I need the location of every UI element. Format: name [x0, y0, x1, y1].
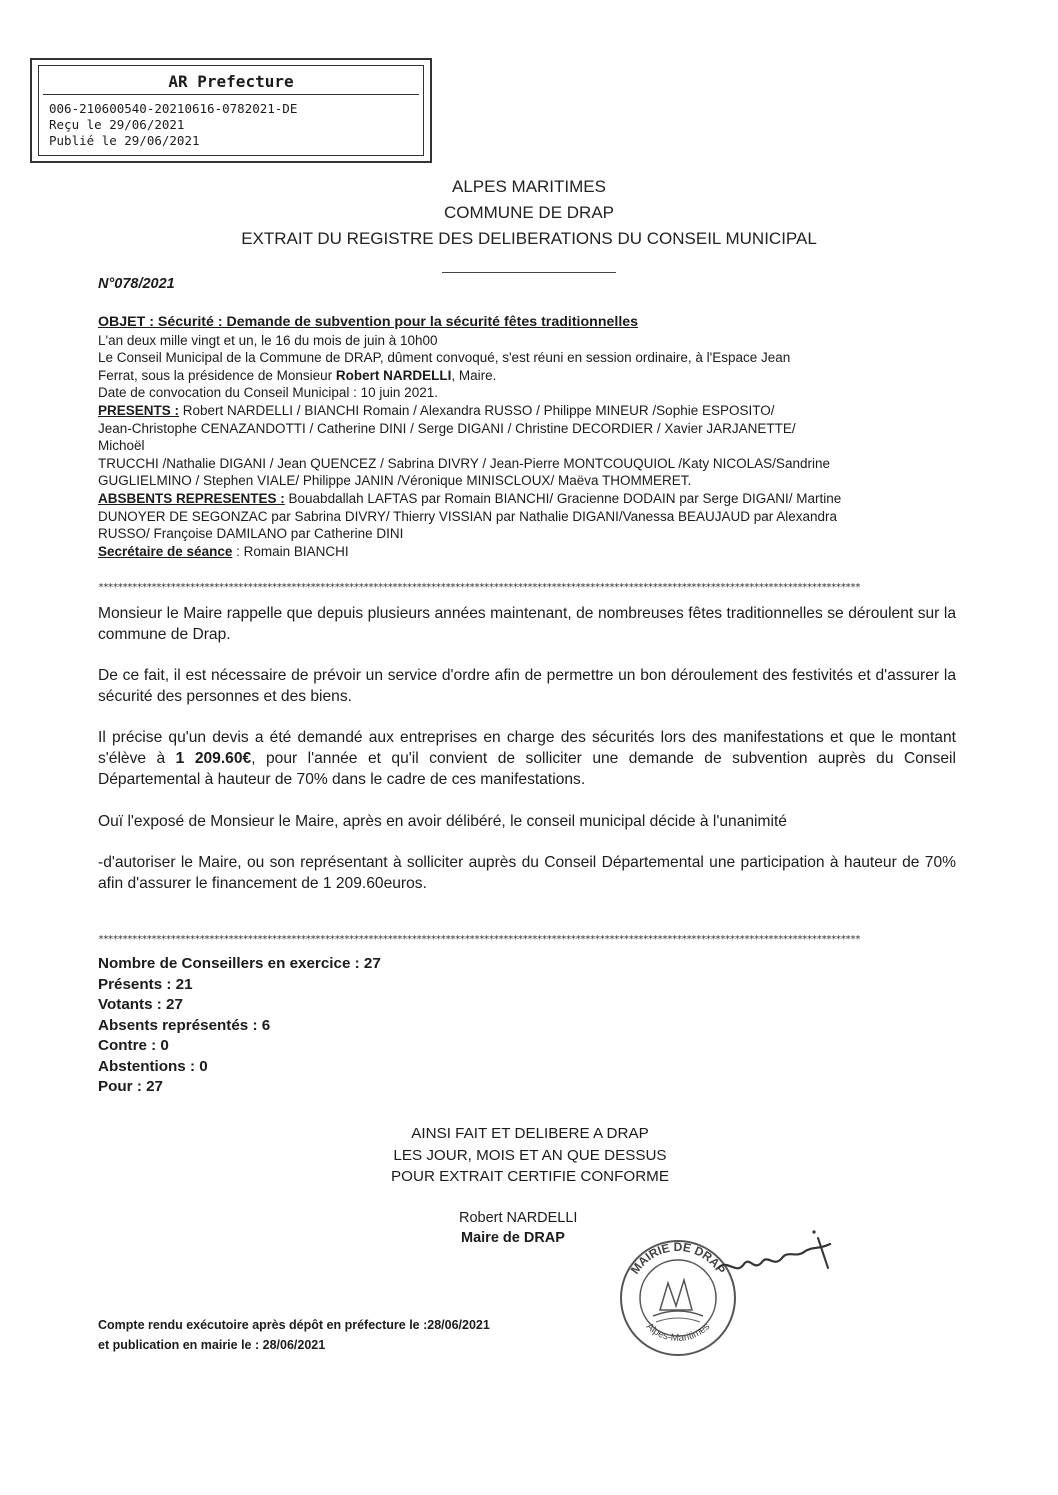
closing-line-2: LES JOUR, MOIS ET AN QUE DESSUS	[393, 1146, 667, 1164]
seal-bottom-text: Alpes-Maritimes	[643, 1321, 713, 1345]
session-text: Ferrat, sous la présidence de Monsieur	[98, 367, 336, 383]
object-line	[98, 314, 958, 332]
secretary-line	[98, 543, 958, 561]
presents-names-1: Robert NARDELLI / BIANCHI Romain / Alexandra RUSSO / Philippe MINEUR /Sophie ESPOSITO/	[179, 402, 775, 418]
closing-statement	[340, 1123, 720, 1188]
object-label: OBJET :	[98, 314, 154, 330]
absents-label: ABSBENTS REPRESENTES :	[98, 490, 285, 506]
voters-count: Votants : 27	[98, 996, 183, 1013]
stamp-published: Publié le 29/06/2021	[49, 133, 200, 148]
session-line-2	[98, 367, 958, 385]
paragraph-quote	[98, 727, 956, 790]
footer-publication: et publication en mairie le : 28/06/2021	[98, 1338, 326, 1352]
deliberation-details	[98, 314, 958, 560]
date-line: L'an deux mille vingt et un, le 16 du mois de juin à 10h00	[98, 332, 438, 348]
against-count: Contre : 0	[98, 1037, 169, 1054]
quote-text: Il précise qu'un devis a été demandé aux entreprises en charge des sécurités lors des manifestations et que le montant s'élève à	[98, 729, 956, 767]
stamp-frame	[38, 65, 424, 156]
councillors-in-office: Nombre de Conseillers en exercice : 27	[98, 955, 381, 972]
footer-note	[98, 1315, 490, 1355]
presents-names-3: Michoël	[98, 438, 145, 454]
mairie-seal-and-signature	[618, 1228, 838, 1358]
paragraph-intro: Monsieur le Maire rappelle que depuis plusieurs années maintenant, de nombreuses fêtes traditionnelles se déroulent sur la commune de Drap.	[98, 605, 956, 643]
absents-line	[98, 490, 958, 508]
header-divider	[442, 272, 616, 273]
vote-summary	[98, 954, 598, 1098]
signer-title: Maire de DRAP	[461, 1230, 565, 1246]
present-count: Présents : 21	[98, 975, 193, 993]
absents-names-3: RUSSO/ Françoise DAMILANO par Catherine DINI	[98, 526, 404, 542]
stamp-title: AR Prefecture	[168, 72, 294, 91]
presents-names-5: GUGLIELMINO / Stephen VIALE/ Philippe JANIN /Véronique MINISCLOUX/ Maëva THOMMERET.	[98, 473, 692, 489]
footer-executory: Compte rendu exécutoire après dépôt en préfecture le :28/06/2021	[98, 1318, 490, 1332]
quote-text-end: , pour l'année et qu'il convient de solliciter une demande de subvention auprès du Conseil Départemental à hauteur de 70% dans le cadre de ces manifestations.	[98, 750, 956, 788]
presents-names-2: Jean-Christophe CENAZANDOTTI / Catherine DINI / Serge DIGANI / Christine DECORDIER / Xavier JARJANETTE/	[98, 420, 796, 436]
represented-absent-count: Absents représentés : 6	[98, 1016, 271, 1034]
seal-stamp	[621, 1240, 735, 1355]
header-department: ALPES MARITIMES	[452, 177, 606, 196]
for-count: Pour : 27	[98, 1078, 163, 1095]
absents-names-2: DUNOYER DE SEGONZAC par Sabrina DIVRY/ Thierry VISSIAN par Nathalie DIGANI/Vanessa BEAUJAUD par Alexandra	[98, 508, 838, 524]
closing-line-1: AINSI FAIT ET DELIBERE A DRAP	[411, 1125, 649, 1142]
stamp-reference: 006-210600540-20210616-0782021-DE	[49, 101, 298, 116]
ar-prefecture-stamp	[30, 58, 432, 163]
mayor-name: Robert NARDELLI	[335, 367, 452, 383]
separator-stars: **************************************************************************************************************************************************************	[98, 582, 860, 593]
deliberation-number: N°078/2021	[98, 276, 175, 292]
stamp-details	[43, 94, 419, 155]
secretary-value: : Romain BIANCHI	[232, 543, 349, 559]
absents-names-1: Bouabdallah LAFTAS par Romain BIANCHI/ Gracienne DODAIN par Serge DIGANI/ Martine	[284, 490, 842, 506]
presents-label: PRESENTS :	[98, 402, 180, 418]
paragraph-context: De ce fait, il est nécessaire de prévoir un service d'ordre afin de permettre un bon déroulement des festivités et d'assurer la sécurité des personnes et des biens.	[98, 667, 956, 705]
paragraph-decision: Ouï l'exposé de Monsieur le Maire, après en avoir délibéré, le conseil municipal décide à l'unanimité	[98, 813, 787, 830]
session-text-end: , Maire.	[451, 367, 497, 383]
session-line: Le Conseil Municipal de la Commune de DRAP, dûment convoqué, s'est réuni en session ordinaire, à l'Espace Jean	[98, 350, 791, 366]
presents-names-4: TRUCCHI /Nathalie DIGANI / Jean QUENCEZ / Sabrina DIVRY / Jean-Pierre MONTCOUQUIOL /Katy NICOLAS/Sandrine	[98, 455, 830, 471]
stamp-received: Reçu le 29/06/2021	[49, 117, 185, 132]
handwritten-signature	[718, 1230, 830, 1268]
secretary-label: Secrétaire de séance	[98, 543, 233, 559]
object-text: Sécurité : Demande de subvention pour la sécurité fêtes traditionnelles	[153, 314, 639, 330]
convocation-date: Date de convocation du Conseil Municipal : 10 juin 2021.	[98, 385, 438, 401]
signer-name: Robert NARDELLI	[459, 1210, 578, 1226]
abstentions-count: Abstentions : 0	[98, 1057, 208, 1075]
closing-line-3: POUR EXTRAIT CERTIFIE CONFORME	[391, 1168, 669, 1185]
quote-amount: 1 209.60€	[175, 750, 252, 767]
separator-stars-2: **************************************************************************************************************************************************************	[98, 934, 860, 945]
header-register-title: EXTRAIT DU REGISTRE DES DELIBERATIONS DU CONSEIL MUNICIPAL	[241, 229, 817, 248]
seal-top-text: MAIRIE DE DRAP	[627, 1240, 729, 1277]
header-commune: COMMUNE DE DRAP	[443, 203, 614, 222]
presents-line	[98, 402, 958, 420]
paragraph-authorization: -d'autoriser le Maire, ou son représentant à solliciter auprès du Conseil Départemental une participation à hauteur de 70% afin d'assurer le financement de 1 209.60euros.	[98, 854, 956, 892]
